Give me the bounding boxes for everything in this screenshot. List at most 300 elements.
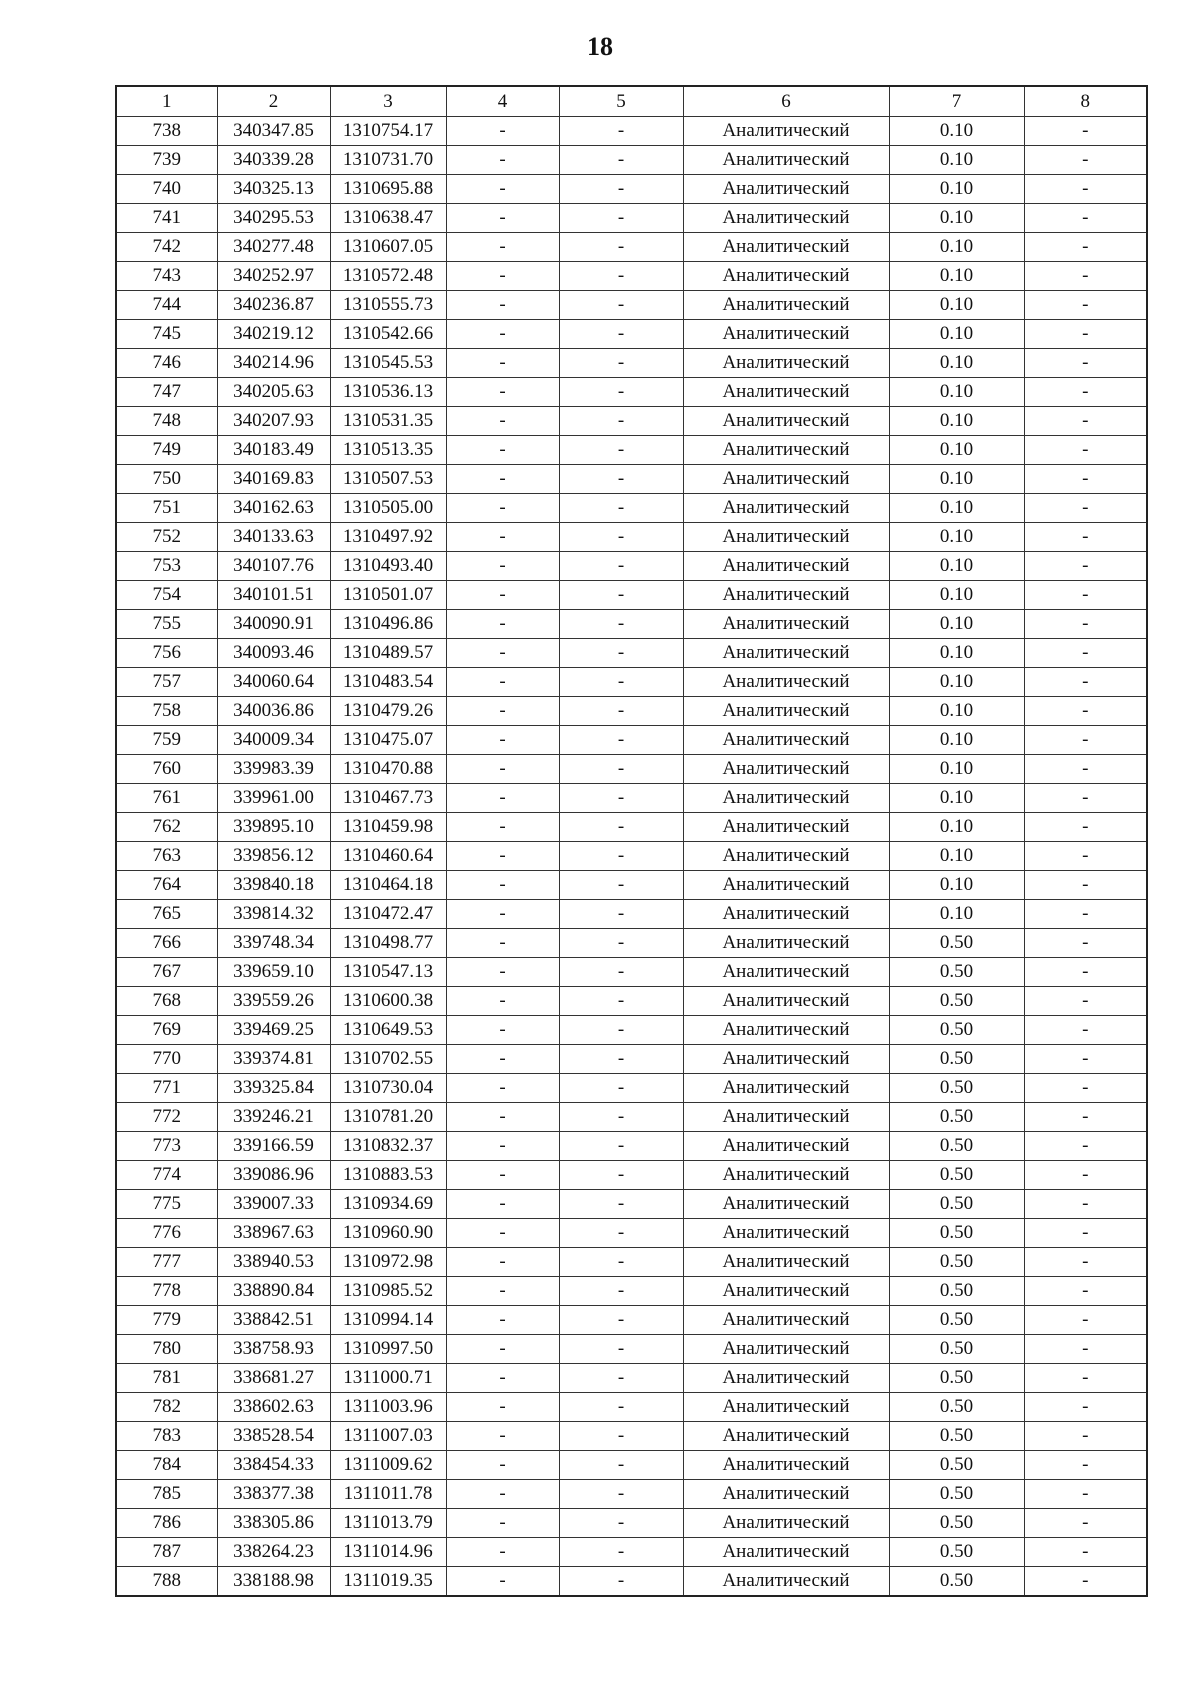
accuracy-cell: 0.50 xyxy=(889,1074,1024,1103)
method-cell: Аналитический xyxy=(683,1219,889,1248)
x-coordinate-cell: 340101.51 xyxy=(217,581,330,610)
col-8-value-cell: - xyxy=(1024,407,1147,436)
col-4-value-cell: - xyxy=(446,436,559,465)
col-8-value-cell: - xyxy=(1024,668,1147,697)
accuracy-cell: 0.10 xyxy=(889,552,1024,581)
col-5-value-cell: - xyxy=(559,1364,683,1393)
y-coordinate-cell: 1310547.13 xyxy=(330,958,446,987)
x-coordinate-cell: 339895.10 xyxy=(217,813,330,842)
col-5-value-cell: - xyxy=(559,958,683,987)
accuracy-cell: 0.10 xyxy=(889,755,1024,784)
col-8-value-cell: - xyxy=(1024,1480,1147,1509)
accuracy-cell: 0.10 xyxy=(889,900,1024,929)
col-4-value-cell: - xyxy=(446,668,559,697)
col-4-value-cell: - xyxy=(446,1451,559,1480)
y-coordinate-cell: 1310513.35 xyxy=(330,436,446,465)
accuracy-cell: 0.10 xyxy=(889,204,1024,233)
col-5-value-cell: - xyxy=(559,1161,683,1190)
method-cell: Аналитический xyxy=(683,175,889,204)
col-4-value-cell: - xyxy=(446,929,559,958)
y-coordinate-cell: 1310730.04 xyxy=(330,1074,446,1103)
table-row xyxy=(116,1538,1147,1567)
x-coordinate-cell: 340107.76 xyxy=(217,552,330,581)
x-coordinate-cell: 338758.93 xyxy=(217,1335,330,1364)
col-4-value-cell: - xyxy=(446,755,559,784)
x-coordinate-cell: 339856.12 xyxy=(217,842,330,871)
col-4-value-cell: - xyxy=(446,407,559,436)
method-cell: Аналитический xyxy=(683,1190,889,1219)
y-coordinate-cell: 1310498.77 xyxy=(330,929,446,958)
method-cell: Аналитический xyxy=(683,929,889,958)
accuracy-cell: 0.50 xyxy=(889,1219,1024,1248)
point-number-cell: 738 xyxy=(116,117,217,146)
table-row xyxy=(116,436,1147,465)
x-coordinate-cell: 338528.54 xyxy=(217,1422,330,1451)
x-coordinate-cell: 339086.96 xyxy=(217,1161,330,1190)
method-cell: Аналитический xyxy=(683,1132,889,1161)
table-row xyxy=(116,697,1147,726)
y-coordinate-cell: 1310695.88 xyxy=(330,175,446,204)
col-5-value-cell: - xyxy=(559,900,683,929)
x-coordinate-cell: 339840.18 xyxy=(217,871,330,900)
y-coordinate-cell: 1311019.35 xyxy=(330,1567,446,1597)
accuracy-cell: 0.10 xyxy=(889,407,1024,436)
x-coordinate-cell: 339246.21 xyxy=(217,1103,330,1132)
col-5-value-cell: - xyxy=(559,233,683,262)
col-5-value-cell: - xyxy=(559,610,683,639)
col-4-value-cell: - xyxy=(446,1335,559,1364)
point-number-cell: 753 xyxy=(116,552,217,581)
table-body xyxy=(116,117,1147,1597)
method-cell: Аналитический xyxy=(683,1393,889,1422)
y-coordinate-cell: 1310493.40 xyxy=(330,552,446,581)
table-row xyxy=(116,958,1147,987)
col-5-value-cell: - xyxy=(559,320,683,349)
method-cell: Аналитический xyxy=(683,726,889,755)
method-cell: Аналитический xyxy=(683,987,889,1016)
accuracy-cell: 0.10 xyxy=(889,842,1024,871)
point-number-cell: 762 xyxy=(116,813,217,842)
table-header xyxy=(116,86,1147,117)
col-4-value-cell: - xyxy=(446,987,559,1016)
col-5-value-cell: - xyxy=(559,929,683,958)
col-4-value-cell: - xyxy=(446,1161,559,1190)
accuracy-cell: 0.50 xyxy=(889,1364,1024,1393)
col-4-value-cell: - xyxy=(446,871,559,900)
col-8-value-cell: - xyxy=(1024,610,1147,639)
accuracy-cell: 0.10 xyxy=(889,117,1024,146)
method-cell: Аналитический xyxy=(683,436,889,465)
table-row xyxy=(116,726,1147,755)
col-5-value-cell: - xyxy=(559,1567,683,1597)
accuracy-cell: 0.50 xyxy=(889,1277,1024,1306)
col-8-value-cell: - xyxy=(1024,1393,1147,1422)
column-header-3: 3 xyxy=(330,86,446,117)
point-number-cell: 761 xyxy=(116,784,217,813)
col-4-value-cell: - xyxy=(446,1567,559,1597)
method-cell: Аналитический xyxy=(683,349,889,378)
y-coordinate-cell: 1311013.79 xyxy=(330,1509,446,1538)
method-cell: Аналитический xyxy=(683,291,889,320)
table-row xyxy=(116,1045,1147,1074)
point-number-cell: 780 xyxy=(116,1335,217,1364)
x-coordinate-cell: 340060.64 xyxy=(217,668,330,697)
col-8-value-cell: - xyxy=(1024,320,1147,349)
table-row xyxy=(116,1190,1147,1219)
method-cell: Аналитический xyxy=(683,523,889,552)
col-5-value-cell: - xyxy=(559,784,683,813)
col-8-value-cell: - xyxy=(1024,813,1147,842)
col-5-value-cell: - xyxy=(559,204,683,233)
y-coordinate-cell: 1310479.26 xyxy=(330,697,446,726)
x-coordinate-cell: 340093.46 xyxy=(217,639,330,668)
table-row xyxy=(116,1277,1147,1306)
x-coordinate-cell: 338454.33 xyxy=(217,1451,330,1480)
table-row xyxy=(116,813,1147,842)
col-8-value-cell: - xyxy=(1024,842,1147,871)
col-5-value-cell: - xyxy=(559,175,683,204)
point-number-cell: 742 xyxy=(116,233,217,262)
col-8-value-cell: - xyxy=(1024,1451,1147,1480)
table-row xyxy=(116,610,1147,639)
y-coordinate-cell: 1310960.90 xyxy=(330,1219,446,1248)
accuracy-cell: 0.10 xyxy=(889,697,1024,726)
accuracy-cell: 0.10 xyxy=(889,639,1024,668)
col-4-value-cell: - xyxy=(446,1509,559,1538)
col-4-value-cell: - xyxy=(446,1074,559,1103)
col-5-value-cell: - xyxy=(559,552,683,581)
accuracy-cell: 0.50 xyxy=(889,1538,1024,1567)
point-number-cell: 773 xyxy=(116,1132,217,1161)
col-5-value-cell: - xyxy=(559,1480,683,1509)
accuracy-cell: 0.50 xyxy=(889,1335,1024,1364)
col-5-value-cell: - xyxy=(559,494,683,523)
x-coordinate-cell: 338967.63 xyxy=(217,1219,330,1248)
col-8-value-cell: - xyxy=(1024,204,1147,233)
col-5-value-cell: - xyxy=(559,1103,683,1132)
accuracy-cell: 0.50 xyxy=(889,1451,1024,1480)
point-number-cell: 750 xyxy=(116,465,217,494)
table-row xyxy=(116,262,1147,291)
x-coordinate-cell: 340339.28 xyxy=(217,146,330,175)
col-4-value-cell: - xyxy=(446,204,559,233)
table-row xyxy=(116,1306,1147,1335)
column-header-4: 4 xyxy=(446,86,559,117)
method-cell: Аналитический xyxy=(683,1306,889,1335)
point-number-cell: 758 xyxy=(116,697,217,726)
table-row xyxy=(116,1219,1147,1248)
method-cell: Аналитический xyxy=(683,233,889,262)
y-coordinate-cell: 1310607.05 xyxy=(330,233,446,262)
table-row xyxy=(116,581,1147,610)
col-4-value-cell: - xyxy=(446,117,559,146)
point-number-cell: 766 xyxy=(116,929,217,958)
col-8-value-cell: - xyxy=(1024,726,1147,755)
y-coordinate-cell: 1310459.98 xyxy=(330,813,446,842)
y-coordinate-cell: 1310475.07 xyxy=(330,726,446,755)
col-5-value-cell: - xyxy=(559,987,683,1016)
y-coordinate-cell: 1310496.86 xyxy=(330,610,446,639)
accuracy-cell: 0.10 xyxy=(889,378,1024,407)
table-row xyxy=(116,204,1147,233)
point-number-cell: 779 xyxy=(116,1306,217,1335)
col-5-value-cell: - xyxy=(559,262,683,291)
point-number-cell: 741 xyxy=(116,204,217,233)
x-coordinate-cell: 339166.59 xyxy=(217,1132,330,1161)
col-8-value-cell: - xyxy=(1024,1306,1147,1335)
col-5-value-cell: - xyxy=(559,378,683,407)
col-5-value-cell: - xyxy=(559,581,683,610)
col-4-value-cell: - xyxy=(446,320,559,349)
method-cell: Аналитический xyxy=(683,407,889,436)
y-coordinate-cell: 1310832.37 xyxy=(330,1132,446,1161)
x-coordinate-cell: 338305.86 xyxy=(217,1509,330,1538)
accuracy-cell: 0.50 xyxy=(889,1045,1024,1074)
method-cell: Аналитический xyxy=(683,610,889,639)
table-row xyxy=(116,1248,1147,1277)
col-5-value-cell: - xyxy=(559,668,683,697)
col-8-value-cell: - xyxy=(1024,523,1147,552)
method-cell: Аналитический xyxy=(683,1422,889,1451)
y-coordinate-cell: 1310507.53 xyxy=(330,465,446,494)
col-8-value-cell: - xyxy=(1024,175,1147,204)
point-number-cell: 788 xyxy=(116,1567,217,1597)
method-cell: Аналитический xyxy=(683,1074,889,1103)
x-coordinate-cell: 338842.51 xyxy=(217,1306,330,1335)
accuracy-cell: 0.10 xyxy=(889,436,1024,465)
x-coordinate-cell: 340207.93 xyxy=(217,407,330,436)
y-coordinate-cell: 1310545.53 xyxy=(330,349,446,378)
point-number-cell: 755 xyxy=(116,610,217,639)
x-coordinate-cell: 340252.97 xyxy=(217,262,330,291)
method-cell: Аналитический xyxy=(683,1451,889,1480)
table-row xyxy=(116,378,1147,407)
x-coordinate-cell: 339374.81 xyxy=(217,1045,330,1074)
col-4-value-cell: - xyxy=(446,291,559,320)
x-coordinate-cell: 340347.85 xyxy=(217,117,330,146)
col-8-value-cell: - xyxy=(1024,552,1147,581)
point-number-cell: 783 xyxy=(116,1422,217,1451)
accuracy-cell: 0.50 xyxy=(889,1248,1024,1277)
method-cell: Аналитический xyxy=(683,1045,889,1074)
point-number-cell: 781 xyxy=(116,1364,217,1393)
col-4-value-cell: - xyxy=(446,1277,559,1306)
col-8-value-cell: - xyxy=(1024,1016,1147,1045)
col-4-value-cell: - xyxy=(446,610,559,639)
accuracy-cell: 0.10 xyxy=(889,320,1024,349)
col-8-value-cell: - xyxy=(1024,1074,1147,1103)
method-cell: Аналитический xyxy=(683,958,889,987)
method-cell: Аналитический xyxy=(683,1248,889,1277)
col-5-value-cell: - xyxy=(559,291,683,320)
col-4-value-cell: - xyxy=(446,1248,559,1277)
col-4-value-cell: - xyxy=(446,813,559,842)
accuracy-cell: 0.10 xyxy=(889,784,1024,813)
accuracy-cell: 0.10 xyxy=(889,146,1024,175)
col-5-value-cell: - xyxy=(559,755,683,784)
col-4-value-cell: - xyxy=(446,465,559,494)
y-coordinate-cell: 1310649.53 xyxy=(330,1016,446,1045)
col-8-value-cell: - xyxy=(1024,1103,1147,1132)
table-row xyxy=(116,175,1147,204)
col-8-value-cell: - xyxy=(1024,1364,1147,1393)
method-cell: Аналитический xyxy=(683,1364,889,1393)
x-coordinate-cell: 339659.10 xyxy=(217,958,330,987)
y-coordinate-cell: 1310483.54 xyxy=(330,668,446,697)
y-coordinate-cell: 1310505.00 xyxy=(330,494,446,523)
y-coordinate-cell: 1310501.07 xyxy=(330,581,446,610)
col-4-value-cell: - xyxy=(446,639,559,668)
table-row xyxy=(116,1567,1147,1597)
method-cell: Аналитический xyxy=(683,146,889,175)
accuracy-cell: 0.50 xyxy=(889,1480,1024,1509)
col-8-value-cell: - xyxy=(1024,146,1147,175)
point-number-cell: 740 xyxy=(116,175,217,204)
table-row xyxy=(116,291,1147,320)
point-number-cell: 764 xyxy=(116,871,217,900)
accuracy-cell: 0.50 xyxy=(889,1509,1024,1538)
point-number-cell: 747 xyxy=(116,378,217,407)
point-number-cell: 767 xyxy=(116,958,217,987)
accuracy-cell: 0.10 xyxy=(889,581,1024,610)
col-5-value-cell: - xyxy=(559,1451,683,1480)
accuracy-cell: 0.10 xyxy=(889,494,1024,523)
x-coordinate-cell: 338681.27 xyxy=(217,1364,330,1393)
col-8-value-cell: - xyxy=(1024,1161,1147,1190)
accuracy-cell: 0.10 xyxy=(889,233,1024,262)
x-coordinate-cell: 339814.32 xyxy=(217,900,330,929)
accuracy-cell: 0.50 xyxy=(889,1190,1024,1219)
point-number-cell: 782 xyxy=(116,1393,217,1422)
col-5-value-cell: - xyxy=(559,1248,683,1277)
table-row xyxy=(116,784,1147,813)
col-4-value-cell: - xyxy=(446,784,559,813)
col-4-value-cell: - xyxy=(446,726,559,755)
accuracy-cell: 0.10 xyxy=(889,349,1024,378)
col-8-value-cell: - xyxy=(1024,349,1147,378)
x-coordinate-cell: 339983.39 xyxy=(217,755,330,784)
table-row xyxy=(116,523,1147,552)
col-8-value-cell: - xyxy=(1024,1422,1147,1451)
method-cell: Аналитический xyxy=(683,697,889,726)
x-coordinate-cell: 340009.34 xyxy=(217,726,330,755)
accuracy-cell: 0.50 xyxy=(889,958,1024,987)
table-row xyxy=(116,668,1147,697)
y-coordinate-cell: 1310985.52 xyxy=(330,1277,446,1306)
x-coordinate-cell: 338377.38 xyxy=(217,1480,330,1509)
table-row xyxy=(116,1161,1147,1190)
method-cell: Аналитический xyxy=(683,1016,889,1045)
y-coordinate-cell: 1310464.18 xyxy=(330,871,446,900)
y-coordinate-cell: 1310600.38 xyxy=(330,987,446,1016)
y-coordinate-cell: 1310702.55 xyxy=(330,1045,446,1074)
method-cell: Аналитический xyxy=(683,755,889,784)
y-coordinate-cell: 1310470.88 xyxy=(330,755,446,784)
column-header-1: 1 xyxy=(116,86,217,117)
col-5-value-cell: - xyxy=(559,813,683,842)
col-8-value-cell: - xyxy=(1024,117,1147,146)
col-8-value-cell: - xyxy=(1024,1538,1147,1567)
col-5-value-cell: - xyxy=(559,1132,683,1161)
accuracy-cell: 0.10 xyxy=(889,813,1024,842)
point-number-cell: 786 xyxy=(116,1509,217,1538)
col-4-value-cell: - xyxy=(446,523,559,552)
y-coordinate-cell: 1310972.98 xyxy=(330,1248,446,1277)
col-8-value-cell: - xyxy=(1024,494,1147,523)
accuracy-cell: 0.50 xyxy=(889,1567,1024,1597)
column-header-7: 7 xyxy=(889,86,1024,117)
col-4-value-cell: - xyxy=(446,842,559,871)
col-8-value-cell: - xyxy=(1024,1045,1147,1074)
col-4-value-cell: - xyxy=(446,1393,559,1422)
col-5-value-cell: - xyxy=(559,436,683,465)
table-row xyxy=(116,1335,1147,1364)
col-8-value-cell: - xyxy=(1024,1567,1147,1597)
accuracy-cell: 0.10 xyxy=(889,610,1024,639)
table-row xyxy=(116,755,1147,784)
method-cell: Аналитический xyxy=(683,378,889,407)
y-coordinate-cell: 1311014.96 xyxy=(330,1538,446,1567)
x-coordinate-cell: 340133.63 xyxy=(217,523,330,552)
y-coordinate-cell: 1310467.73 xyxy=(330,784,446,813)
col-4-value-cell: - xyxy=(446,552,559,581)
col-5-value-cell: - xyxy=(559,639,683,668)
x-coordinate-cell: 340295.53 xyxy=(217,204,330,233)
x-coordinate-cell: 340277.48 xyxy=(217,233,330,262)
point-number-cell: 776 xyxy=(116,1219,217,1248)
method-cell: Аналитический xyxy=(683,465,889,494)
col-8-value-cell: - xyxy=(1024,581,1147,610)
method-cell: Аналитический xyxy=(683,494,889,523)
point-number-cell: 768 xyxy=(116,987,217,1016)
y-coordinate-cell: 1310472.47 xyxy=(330,900,446,929)
col-8-value-cell: - xyxy=(1024,697,1147,726)
col-4-value-cell: - xyxy=(446,1480,559,1509)
col-5-value-cell: - xyxy=(559,1422,683,1451)
method-cell: Аналитический xyxy=(683,320,889,349)
y-coordinate-cell: 1310934.69 xyxy=(330,1190,446,1219)
accuracy-cell: 0.50 xyxy=(889,1306,1024,1335)
accuracy-cell: 0.10 xyxy=(889,175,1024,204)
col-8-value-cell: - xyxy=(1024,465,1147,494)
accuracy-cell: 0.10 xyxy=(889,262,1024,291)
col-4-value-cell: - xyxy=(446,1422,559,1451)
table-row xyxy=(116,117,1147,146)
accuracy-cell: 0.10 xyxy=(889,726,1024,755)
y-coordinate-cell: 1310883.53 xyxy=(330,1161,446,1190)
column-header-2: 2 xyxy=(217,86,330,117)
col-8-value-cell: - xyxy=(1024,291,1147,320)
method-cell: Аналитический xyxy=(683,1567,889,1597)
col-5-value-cell: - xyxy=(559,1074,683,1103)
point-number-cell: 756 xyxy=(116,639,217,668)
table-row xyxy=(116,1364,1147,1393)
table-row xyxy=(116,900,1147,929)
x-coordinate-cell: 340214.96 xyxy=(217,349,330,378)
point-number-cell: 763 xyxy=(116,842,217,871)
table-row xyxy=(116,842,1147,871)
col-4-value-cell: - xyxy=(446,1132,559,1161)
col-4-value-cell: - xyxy=(446,146,559,175)
col-4-value-cell: - xyxy=(446,1538,559,1567)
x-coordinate-cell: 339748.34 xyxy=(217,929,330,958)
y-coordinate-cell: 1310572.48 xyxy=(330,262,446,291)
point-number-cell: 754 xyxy=(116,581,217,610)
table-row xyxy=(116,871,1147,900)
point-number-cell: 746 xyxy=(116,349,217,378)
x-coordinate-cell: 339559.26 xyxy=(217,987,330,1016)
col-4-value-cell: - xyxy=(446,900,559,929)
